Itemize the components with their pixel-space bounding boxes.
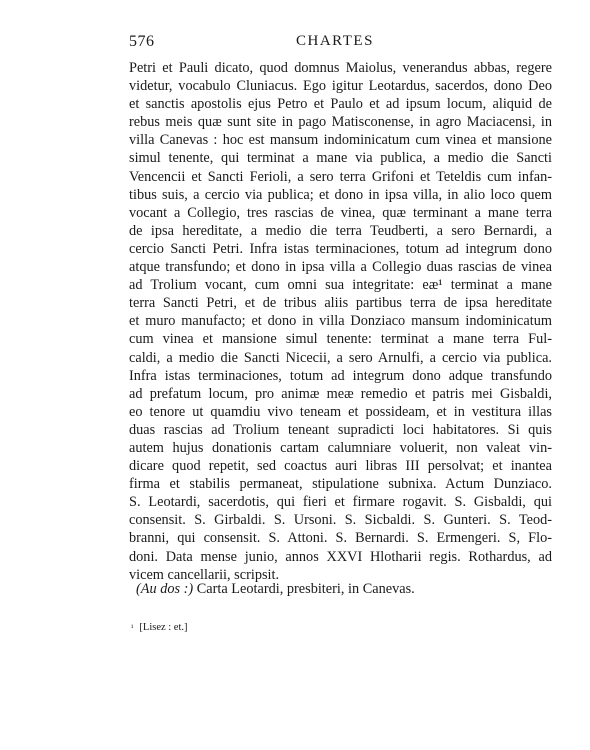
text-line: cum vinea et mansione simul tenente: terminat a mane terra Ful- [129, 331, 552, 348]
footnote-marker: ¹ [131, 623, 134, 632]
text-line: consensit. S. Girbaldi. S. Ursoni. S. Sicbaldi. S. Gunteri. S. Teod- [129, 512, 552, 529]
text-line: caldi, a medio die Sancti Nicecii, a sero Arnulfi, a cercio via publica. [129, 349, 552, 366]
text-line: et sanctis apostolis ejus Petro et Paulo et ad ipsum locum, aliquid de [129, 96, 552, 113]
text-line: tibus suis, a cercio via publica; et dono in ipsa villa, in alio loco quem [129, 186, 552, 203]
text-line: duas rascias ad Trolium teneant supradicti loci habitatores. Si quis [129, 421, 552, 438]
footnote-text: [Lisez : et.] [139, 622, 188, 633]
page-number: 576 [129, 33, 155, 50]
text-line: atque transfundo; et dono in ipsa villa a Collegio duas rascias de vinea [129, 259, 552, 276]
text-line: autem hujus donationis cartam calumniare voluerit, non valeat vin- [129, 439, 552, 456]
text-line: cercio Sancti Petri. Infra istas terminaciones, totum ad integrum dono [129, 240, 552, 257]
text-line: dicare quod repetit, sed coactus auri libras III persolvat; et inantea [129, 458, 552, 475]
text-line: simul tenente, qui terminat a mane via publica, a medio die Sancti [129, 150, 552, 167]
text-line: Vencencii et Sancti Ferioli, a sero terra Grifoni et Teteldis cum infan- [129, 168, 552, 185]
text-line: rebus meis quæ sunt site in pago Matisconense, in agro Maciacensi, in [129, 114, 552, 131]
text-line: ad prefatum locum, pro animæ meæ remedio et patris mei Gisbaldi, [129, 385, 552, 402]
text-line: doni. Data mense junio, annos XXVI Hlotharii regis. Rothardus, ad [129, 548, 552, 565]
text-line: S. Leotardi, sacerdotis, qui fieri et firmare rogavit. S. Gisbaldi, qui [129, 494, 552, 511]
text-line: vicem cancellarii, scripsit. [129, 566, 280, 583]
endorsement-label: (Au dos :) [136, 581, 194, 597]
charter-text [129, 59, 552, 584]
text-line: et muro manufacto; et dono in villa Donziaco mansum indominicatum [129, 313, 552, 330]
endorsement [136, 580, 556, 598]
text-line: terra Sancti Petri, et de tribus aliis partibus terra de ipsa hereditate [129, 295, 552, 312]
text-line: de ipsa hereditate, a medio die terra Teudberti, a sero Bernardi, a [129, 222, 552, 239]
text-line: firma et stabilis permaneat, stipulatione subnixa. Actum Dunziaco. [129, 476, 552, 493]
text-line: villa Canevas : hoc est mansum indominicatum cum vinea et mansione [129, 132, 552, 149]
footnote [131, 621, 188, 635]
text-line: eo tenore ut quamdiu vivo teneam et possideam, et in vestitura illas [129, 403, 552, 420]
endorsement-text: Carta Leotardi, presbiteri, in Canevas. [193, 581, 415, 597]
text-line: branni, qui consensit. S. Attoni. S. Bernardi. S. Ermengeri. S, Flo- [129, 530, 552, 547]
text-line: vocant a Collegio, tres rascias de vinea, quæ terminant a mane terra [129, 204, 552, 221]
text-line: Petri et Pauli dicato, quod domnus Maiolus, venerandus abbas, regere [129, 60, 552, 76]
text-line: Infra istas terminaciones, totum ad integrum dono adque transfundo [129, 367, 552, 384]
text-line: videtur, vocabulo Cluniacus. Ego igitur Leotardus, sacerdos, dono Deo [129, 78, 552, 95]
running-head: CHARTES [296, 33, 374, 49]
text-line: ad Trolium vocant, cum omni sua integritate: eæ¹ terminat a mane [129, 277, 552, 294]
